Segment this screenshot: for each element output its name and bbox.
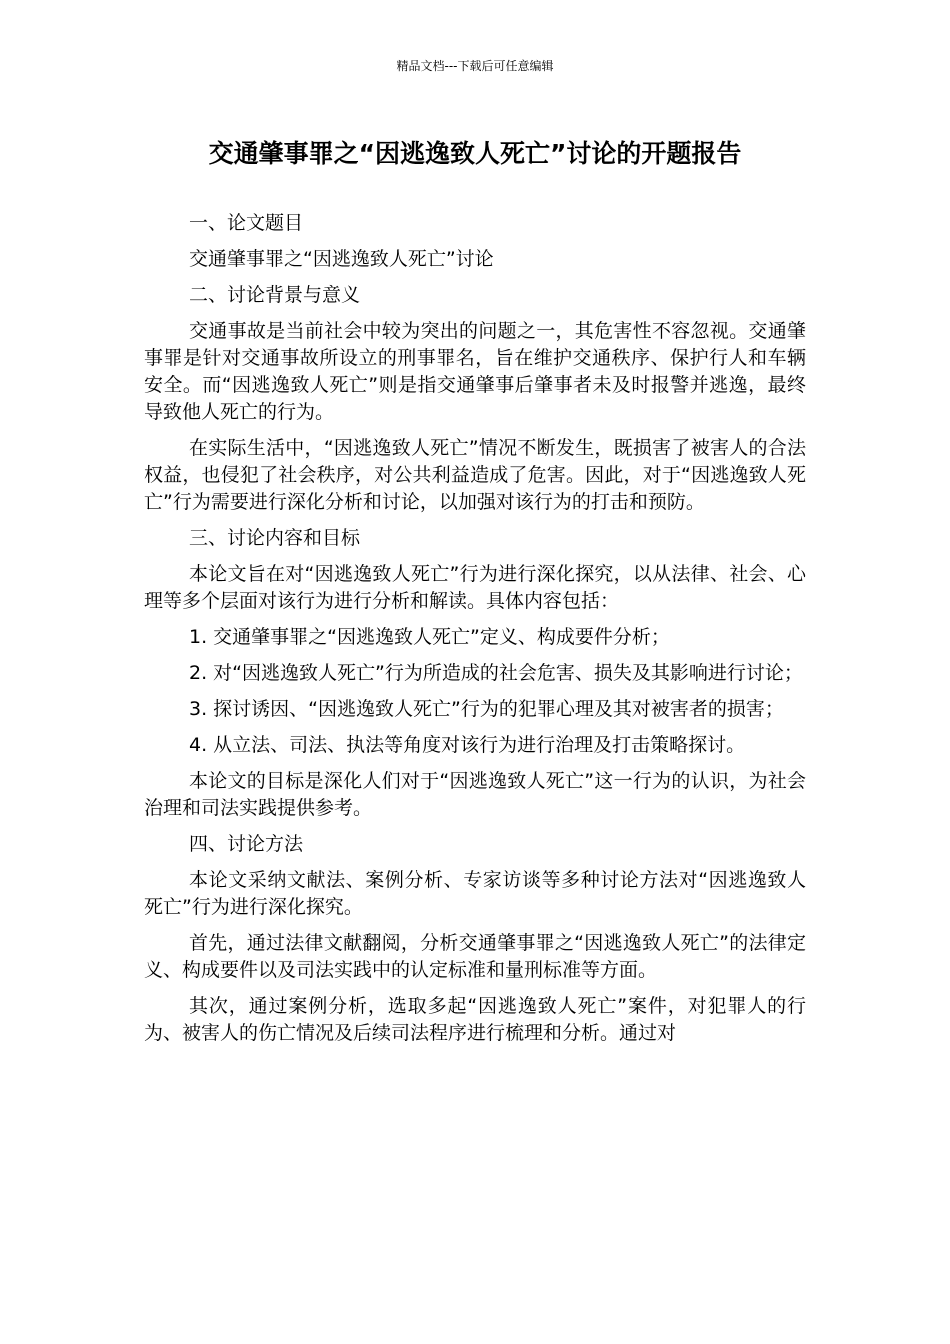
- paragraph: 交通事故是当前社会中较为突出的问题之一，其危害性不容忽视。交通肇事罪是针对交通事故所设立的刑事罪名，旨在维护交通秩序、保护行人和车辆安全。而“因逃逸致人死亡”则是指交通肇事后肇事者未及时报警并逃逸，最终导致他人死亡的行为。: [144, 320, 806, 423]
- paragraph: 首先，通过法律文献翻阅，分析交通肇事罪之“因逃逸致人死亡”的法律定义、构成要件以及司法实践中的认定标准和量刑标准等方面。: [144, 932, 806, 981]
- list-item: 2. 对“因逃逸致人死亡”行为所造成的社会危害、损失及其影响进行讨论；: [189, 662, 803, 684]
- list-item: 3. 探讨诱因、“因逃逸致人死亡”行为的犯罪心理及其对被害者的损害；: [189, 698, 784, 720]
- paragraph: 其次，通过案例分析，选取多起“因逃逸致人死亡”案件，对犯罪人的行为、被害人的伤亡情况及后续司法程序进行梳理和分析。通过对: [144, 995, 806, 1044]
- section-heading: 一、论文题目: [189, 212, 304, 234]
- list-item: 1. 交通肇事罪之“因逃逸致人死亡”定义、构成要件分析；: [189, 626, 670, 648]
- paragraph: 在实际生活中，“因逃逸致人死亡”情况不断发生，既损害了被害人的合法权益，也侵犯了社会秩序，对公共利益造成了危害。因此，对于“因逃逸致人死亡”行为需要进行深化分析和讨论，以加强对该行为的打击和预防。: [144, 437, 806, 513]
- paragraph: 本论文旨在对“因逃逸致人死亡”行为进行深化探究，以从法律、社会、心理等多个层面对该行为进行分析和解读。具体内容包括：: [144, 563, 806, 612]
- document-body: [144, 210, 806, 1056]
- list-item: 4. 从立法、司法、执法等角度对该行为进行治理及打击策略探讨。: [189, 734, 746, 756]
- paragraph: 交通肇事罪之“因逃逸致人死亡”讨论: [189, 248, 494, 270]
- section-heading: 三、讨论内容和目标: [189, 527, 361, 549]
- document-title: 交通肇事罪之“因逃逸致人死亡”讨论的开题报告: [208, 139, 742, 168]
- section-heading: 四、讨论方法: [189, 833, 304, 855]
- section-heading: 二、讨论背景与意义: [189, 284, 361, 306]
- paragraph: 本论文的目标是深化人们对于“因逃逸致人死亡”这一行为的认识，为社会治理和司法实践提供参考。: [144, 770, 806, 819]
- paragraph: 本论文采纳文献法、案例分析、专家访谈等多种讨论方法对“因逃逸致人死亡”行为进行深化探究。: [144, 869, 806, 918]
- page-header: 精品文档---下载后可任意编辑: [396, 59, 554, 73]
